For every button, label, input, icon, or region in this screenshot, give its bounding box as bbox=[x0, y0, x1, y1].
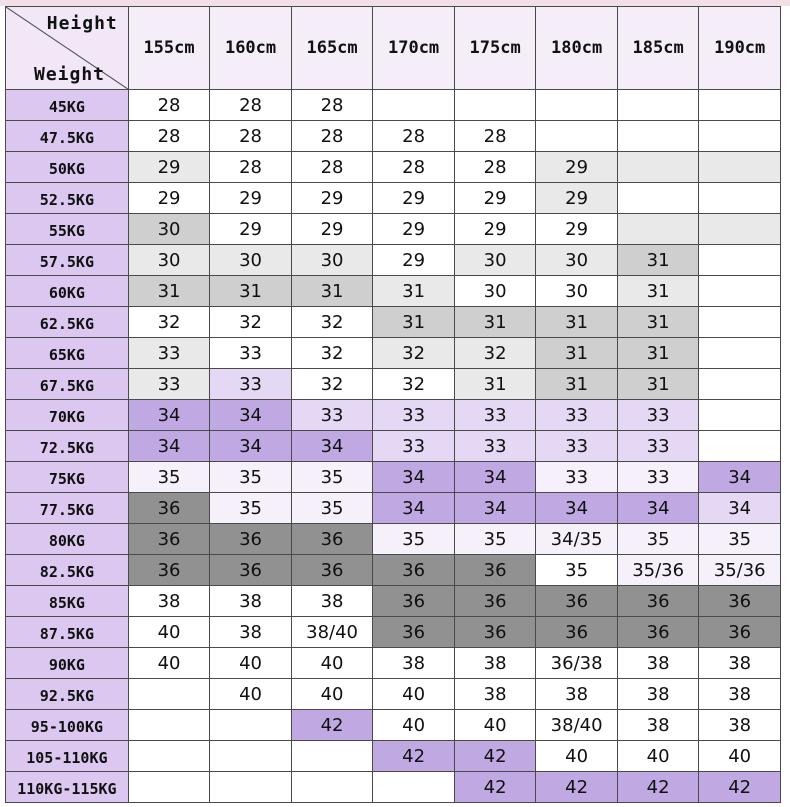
size-cell bbox=[128, 679, 210, 710]
size-cell: 36/38 bbox=[536, 648, 618, 679]
size-cell: 33 bbox=[128, 369, 210, 400]
size-cell: 36 bbox=[454, 617, 536, 648]
size-cell bbox=[536, 121, 618, 152]
size-cell: 36 bbox=[291, 524, 373, 555]
table-row bbox=[6, 586, 781, 617]
size-cell bbox=[210, 772, 292, 803]
height-header-170cm: 170cm bbox=[373, 7, 455, 90]
size-cell: 36 bbox=[373, 586, 455, 617]
size-cell: 34 bbox=[128, 400, 210, 431]
weight-header: 62.5KG bbox=[6, 307, 129, 338]
size-cell: 40 bbox=[128, 648, 210, 679]
size-cell: 29 bbox=[373, 245, 455, 276]
size-cell: 32 bbox=[291, 338, 373, 369]
weight-header: 65KG bbox=[6, 338, 129, 369]
size-cell: 34 bbox=[128, 431, 210, 462]
height-header-175cm: 175cm bbox=[454, 7, 536, 90]
size-cell: 34/35 bbox=[536, 524, 618, 555]
size-cell: 34 bbox=[210, 400, 292, 431]
weight-header: 82.5KG bbox=[6, 555, 129, 586]
size-cell: 40 bbox=[291, 679, 373, 710]
size-cell bbox=[699, 400, 781, 431]
weight-header: 57.5KG bbox=[6, 245, 129, 276]
weight-header: 75KG bbox=[6, 462, 129, 493]
size-cell: 31 bbox=[373, 307, 455, 338]
size-chart-body bbox=[6, 90, 781, 803]
size-cell: 42 bbox=[454, 741, 536, 772]
size-cell bbox=[699, 338, 781, 369]
weight-header: 110KG-115KG bbox=[6, 772, 129, 803]
weight-header: 50KG bbox=[6, 152, 129, 183]
table-row bbox=[6, 462, 781, 493]
weight-header: 52.5KG bbox=[6, 183, 129, 214]
size-cell: 29 bbox=[536, 152, 618, 183]
size-cell: 35 bbox=[699, 524, 781, 555]
size-cell: 34 bbox=[617, 493, 699, 524]
table-row bbox=[6, 710, 781, 741]
size-cell: 32 bbox=[373, 369, 455, 400]
size-cell: 31 bbox=[128, 276, 210, 307]
size-cell: 31 bbox=[536, 338, 618, 369]
size-cell: 30 bbox=[536, 245, 618, 276]
weight-header: 105-110KG bbox=[6, 741, 129, 772]
height-header-155cm: 155cm bbox=[128, 7, 210, 90]
size-cell bbox=[617, 183, 699, 214]
size-cell: 38 bbox=[128, 586, 210, 617]
table-row bbox=[6, 183, 781, 214]
size-cell: 35 bbox=[291, 462, 373, 493]
table-row bbox=[6, 245, 781, 276]
size-cell: 32 bbox=[291, 307, 373, 338]
size-cell bbox=[373, 90, 455, 121]
size-cell: 33 bbox=[536, 400, 618, 431]
height-header-190cm: 190cm bbox=[699, 7, 781, 90]
size-cell: 28 bbox=[373, 121, 455, 152]
size-cell: 33 bbox=[617, 462, 699, 493]
corner-cell bbox=[6, 7, 129, 90]
size-cell bbox=[617, 214, 699, 245]
table-row bbox=[6, 617, 781, 648]
size-cell: 28 bbox=[210, 90, 292, 121]
size-cell: 42 bbox=[699, 772, 781, 803]
size-cell: 36 bbox=[617, 586, 699, 617]
size-cell: 28 bbox=[373, 152, 455, 183]
weight-header: 70KG bbox=[6, 400, 129, 431]
size-cell bbox=[699, 152, 781, 183]
weight-header: 90KG bbox=[6, 648, 129, 679]
size-cell: 30 bbox=[291, 245, 373, 276]
size-cell: 38 bbox=[210, 586, 292, 617]
table-row bbox=[6, 307, 781, 338]
corner-weight-label: Weight bbox=[34, 64, 106, 85]
size-cell: 29 bbox=[373, 183, 455, 214]
size-cell: 28 bbox=[454, 152, 536, 183]
table-row bbox=[6, 679, 781, 710]
table-row bbox=[6, 369, 781, 400]
size-cell: 33 bbox=[373, 400, 455, 431]
size-cell: 34 bbox=[373, 462, 455, 493]
size-cell: 31 bbox=[291, 276, 373, 307]
size-cell: 35/36 bbox=[699, 555, 781, 586]
size-cell: 36 bbox=[536, 617, 618, 648]
size-cell bbox=[128, 741, 210, 772]
size-cell: 34 bbox=[210, 431, 292, 462]
size-cell: 35 bbox=[373, 524, 455, 555]
weight-header: 87.5KG bbox=[6, 617, 129, 648]
table-row bbox=[6, 555, 781, 586]
size-cell: 32 bbox=[210, 307, 292, 338]
size-cell: 36 bbox=[210, 524, 292, 555]
size-cell: 38 bbox=[536, 679, 618, 710]
size-cell: 30 bbox=[536, 276, 618, 307]
size-cell: 29 bbox=[128, 152, 210, 183]
size-cell bbox=[291, 772, 373, 803]
size-cell: 36 bbox=[128, 524, 210, 555]
size-cell: 34 bbox=[699, 493, 781, 524]
size-cell: 29 bbox=[291, 183, 373, 214]
size-cell: 34 bbox=[291, 431, 373, 462]
size-cell: 40 bbox=[128, 617, 210, 648]
size-cell bbox=[699, 121, 781, 152]
size-cell: 40 bbox=[699, 741, 781, 772]
table-row bbox=[6, 493, 781, 524]
table-row bbox=[6, 338, 781, 369]
size-cell: 28 bbox=[210, 121, 292, 152]
size-cell: 36 bbox=[699, 617, 781, 648]
size-cell: 40 bbox=[454, 710, 536, 741]
size-cell bbox=[128, 710, 210, 741]
size-cell: 34 bbox=[454, 462, 536, 493]
size-cell: 35 bbox=[210, 493, 292, 524]
size-cell: 31 bbox=[536, 307, 618, 338]
size-cell: 35 bbox=[454, 524, 536, 555]
size-cell: 31 bbox=[617, 276, 699, 307]
size-cell: 36 bbox=[128, 555, 210, 586]
size-cell bbox=[699, 214, 781, 245]
size-cell: 38 bbox=[617, 710, 699, 741]
size-cell: 38/40 bbox=[536, 710, 618, 741]
size-cell: 35/36 bbox=[617, 555, 699, 586]
size-cell: 28 bbox=[454, 121, 536, 152]
size-cell bbox=[699, 369, 781, 400]
size-cell: 42 bbox=[373, 741, 455, 772]
size-cell bbox=[699, 90, 781, 121]
size-cell: 34 bbox=[373, 493, 455, 524]
size-cell: 35 bbox=[128, 462, 210, 493]
size-cell: 38 bbox=[291, 586, 373, 617]
size-cell bbox=[617, 90, 699, 121]
size-cell: 28 bbox=[291, 121, 373, 152]
weight-header: 85KG bbox=[6, 586, 129, 617]
size-cell bbox=[617, 152, 699, 183]
size-cell: 29 bbox=[128, 183, 210, 214]
size-cell: 38 bbox=[617, 648, 699, 679]
size-cell: 30 bbox=[454, 245, 536, 276]
weight-header: 47.5KG bbox=[6, 121, 129, 152]
size-cell: 42 bbox=[454, 772, 536, 803]
weight-header: 45KG bbox=[6, 90, 129, 121]
size-cell: 28 bbox=[291, 152, 373, 183]
size-cell: 29 bbox=[210, 183, 292, 214]
table-row bbox=[6, 431, 781, 462]
size-cell: 33 bbox=[210, 369, 292, 400]
size-cell: 28 bbox=[128, 90, 210, 121]
size-cell: 31 bbox=[617, 245, 699, 276]
size-cell: 29 bbox=[536, 183, 618, 214]
size-cell: 40 bbox=[210, 679, 292, 710]
size-cell: 33 bbox=[617, 400, 699, 431]
size-cell: 30 bbox=[210, 245, 292, 276]
size-cell: 36 bbox=[128, 493, 210, 524]
size-cell: 36 bbox=[291, 555, 373, 586]
size-cell: 34 bbox=[699, 462, 781, 493]
size-cell: 31 bbox=[210, 276, 292, 307]
size-cell: 36 bbox=[699, 586, 781, 617]
size-cell: 29 bbox=[373, 214, 455, 245]
height-header-row bbox=[6, 7, 781, 90]
size-cell: 34 bbox=[454, 493, 536, 524]
size-cell bbox=[617, 121, 699, 152]
size-cell: 32 bbox=[291, 369, 373, 400]
size-cell: 36 bbox=[617, 617, 699, 648]
size-cell: 32 bbox=[454, 338, 536, 369]
size-cell bbox=[699, 245, 781, 276]
size-cell: 36 bbox=[373, 617, 455, 648]
size-cell: 28 bbox=[128, 121, 210, 152]
height-header-165cm: 165cm bbox=[291, 7, 373, 90]
size-cell: 42 bbox=[617, 772, 699, 803]
size-cell: 29 bbox=[454, 214, 536, 245]
size-cell: 40 bbox=[373, 679, 455, 710]
corner-height-label: Height bbox=[46, 13, 118, 34]
weight-header: 95-100KG bbox=[6, 710, 129, 741]
size-cell bbox=[699, 431, 781, 462]
size-cell bbox=[291, 741, 373, 772]
table-row bbox=[6, 400, 781, 431]
size-cell: 42 bbox=[536, 772, 618, 803]
size-cell: 32 bbox=[128, 307, 210, 338]
size-cell: 40 bbox=[617, 741, 699, 772]
size-cell bbox=[699, 276, 781, 307]
size-cell: 31 bbox=[373, 276, 455, 307]
size-cell bbox=[536, 90, 618, 121]
size-cell: 34 bbox=[536, 493, 618, 524]
size-cell: 36 bbox=[373, 555, 455, 586]
size-cell: 38 bbox=[699, 648, 781, 679]
weight-header: 72.5KG bbox=[6, 431, 129, 462]
size-cell: 29 bbox=[291, 214, 373, 245]
size-cell: 33 bbox=[536, 462, 618, 493]
weight-header: 55KG bbox=[6, 214, 129, 245]
size-cell: 38 bbox=[617, 679, 699, 710]
size-cell: 40 bbox=[373, 710, 455, 741]
size-cell bbox=[454, 90, 536, 121]
weight-header: 67.5KG bbox=[6, 369, 129, 400]
size-cell: 35 bbox=[210, 462, 292, 493]
size-cell: 38 bbox=[699, 710, 781, 741]
size-cell: 30 bbox=[128, 214, 210, 245]
size-cell: 40 bbox=[536, 741, 618, 772]
size-cell: 36 bbox=[210, 555, 292, 586]
size-cell: 36 bbox=[536, 586, 618, 617]
size-cell bbox=[373, 772, 455, 803]
weight-header: 77.5KG bbox=[6, 493, 129, 524]
size-cell: 38/40 bbox=[291, 617, 373, 648]
table-row bbox=[6, 152, 781, 183]
size-cell: 38 bbox=[699, 679, 781, 710]
size-cell: 36 bbox=[454, 586, 536, 617]
size-cell: 33 bbox=[536, 431, 618, 462]
size-cell: 38 bbox=[210, 617, 292, 648]
size-cell: 31 bbox=[617, 369, 699, 400]
size-cell: 36 bbox=[454, 555, 536, 586]
size-cell: 33 bbox=[454, 400, 536, 431]
size-cell: 40 bbox=[291, 648, 373, 679]
table-row bbox=[6, 741, 781, 772]
size-cell: 30 bbox=[454, 276, 536, 307]
table-row bbox=[6, 648, 781, 679]
size-cell: 33 bbox=[617, 431, 699, 462]
table-row bbox=[6, 121, 781, 152]
table-row bbox=[6, 524, 781, 555]
size-cell: 28 bbox=[210, 152, 292, 183]
table-row bbox=[6, 772, 781, 803]
size-cell: 40 bbox=[210, 648, 292, 679]
size-cell: 29 bbox=[454, 183, 536, 214]
size-cell bbox=[210, 710, 292, 741]
size-cell: 35 bbox=[536, 555, 618, 586]
table-row bbox=[6, 214, 781, 245]
size-chart-table bbox=[5, 6, 781, 803]
size-cell: 29 bbox=[536, 214, 618, 245]
weight-header: 80KG bbox=[6, 524, 129, 555]
weight-header: 92.5KG bbox=[6, 679, 129, 710]
size-cell: 28 bbox=[291, 90, 373, 121]
size-cell bbox=[210, 741, 292, 772]
table-row bbox=[6, 276, 781, 307]
height-header-185cm: 185cm bbox=[617, 7, 699, 90]
size-cell: 33 bbox=[210, 338, 292, 369]
size-cell bbox=[699, 183, 781, 214]
size-cell bbox=[128, 772, 210, 803]
size-cell: 33 bbox=[373, 431, 455, 462]
weight-header: 60KG bbox=[6, 276, 129, 307]
size-cell: 38 bbox=[454, 648, 536, 679]
size-cell: 33 bbox=[454, 431, 536, 462]
size-cell: 33 bbox=[291, 400, 373, 431]
size-cell: 33 bbox=[128, 338, 210, 369]
size-cell: 31 bbox=[454, 369, 536, 400]
size-cell: 29 bbox=[210, 214, 292, 245]
size-cell: 30 bbox=[128, 245, 210, 276]
size-cell: 32 bbox=[373, 338, 455, 369]
height-header-180cm: 180cm bbox=[536, 7, 618, 90]
size-cell: 42 bbox=[291, 710, 373, 741]
size-cell: 31 bbox=[617, 307, 699, 338]
size-cell: 35 bbox=[291, 493, 373, 524]
size-cell bbox=[699, 307, 781, 338]
size-cell: 38 bbox=[373, 648, 455, 679]
size-cell: 31 bbox=[536, 369, 618, 400]
size-cell: 38 bbox=[454, 679, 536, 710]
size-cell: 31 bbox=[454, 307, 536, 338]
size-cell: 35 bbox=[617, 524, 699, 555]
size-cell: 31 bbox=[617, 338, 699, 369]
table-row bbox=[6, 90, 781, 121]
height-header-160cm: 160cm bbox=[210, 7, 292, 90]
